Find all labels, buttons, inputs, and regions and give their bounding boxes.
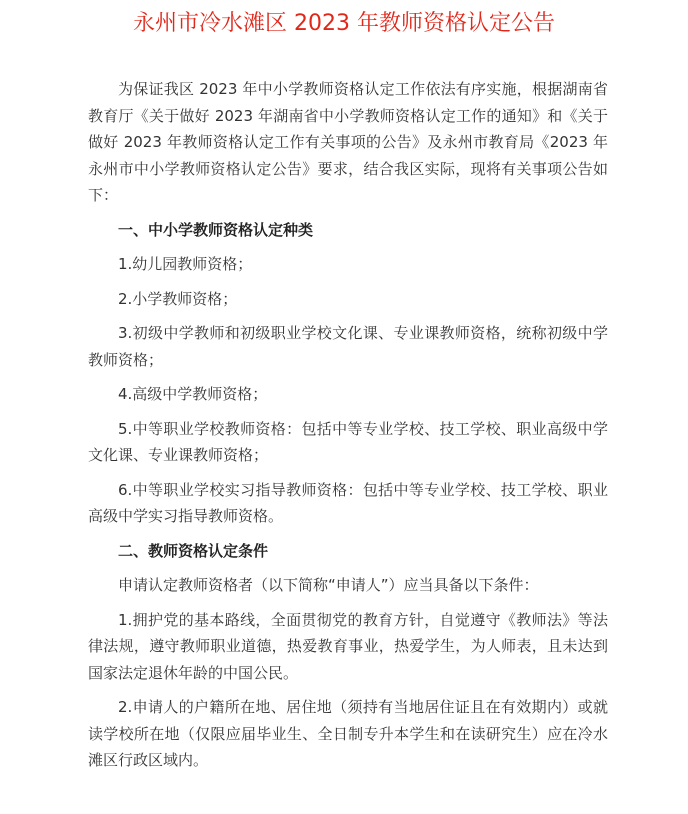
list-item: 3.初级中学教师和初级职业学校文化课、专业课教师资格，统称初级中学教师资格； bbox=[88, 324, 608, 369]
list-item: 1.拥护党的基本路线，全面贯彻党的教育方针，自觉遵守《教师法》等法律法规，遵守教师职业道德，热爱教育事业，热爱学生，为人师表，且未达到国家法定退休年龄的中国公民。 bbox=[88, 610, 608, 682]
document-title: 永州市冷水滩区 2023 年教师资格认定公告 bbox=[133, 11, 555, 36]
conditions-lead-paragraph: 申请认定教师资格者（以下简称“申请人”）应当具备以下条件： bbox=[118, 576, 539, 594]
list-item: 5.中等职业学校教师资格：包括中等专业学校、技工学校、职业高级中学文化课、专业课教师资格； bbox=[88, 419, 608, 464]
list-item: 2.小学教师资格； bbox=[118, 289, 238, 308]
list-item: 6.中等职业学校实习指导教师资格：包括中等专业学校、技工学校、职业高级中学实习指导教师资格。 bbox=[88, 480, 608, 525]
list-item: 4.高级中学教师资格； bbox=[118, 385, 268, 403]
intro-paragraph: 为保证我区 2023 年中小学教师资格认定工作依法有序实施，根据湖南省教育厅《关于做好 2023 年湖南省中小学教师资格认定工作的通知》和《关于做好 2023 年教师资格认定工作有关事项的公告》及永州市教育局《2023 年永州市中小学教师资格认定公告》要求，结合我区实际，现将有关事项公告如下： bbox=[88, 80, 608, 204]
section-heading-certification-conditions: 二、教师资格认定条件 bbox=[118, 541, 269, 560]
list-item: 1.幼儿园教师资格； bbox=[118, 255, 253, 273]
announcement-body bbox=[88, 76, 608, 782]
list-item: 2.申请人的户籍所在地、居住地（须持有当地居住证且在有效期内）或就读学校所在地（仅限应届毕业生、全日制专升本学生和在读研究生）应在冷水滩区行政区域内。 bbox=[88, 698, 608, 769]
section-heading-certification-types: 一、中小学教师资格认定种类 bbox=[118, 220, 314, 239]
